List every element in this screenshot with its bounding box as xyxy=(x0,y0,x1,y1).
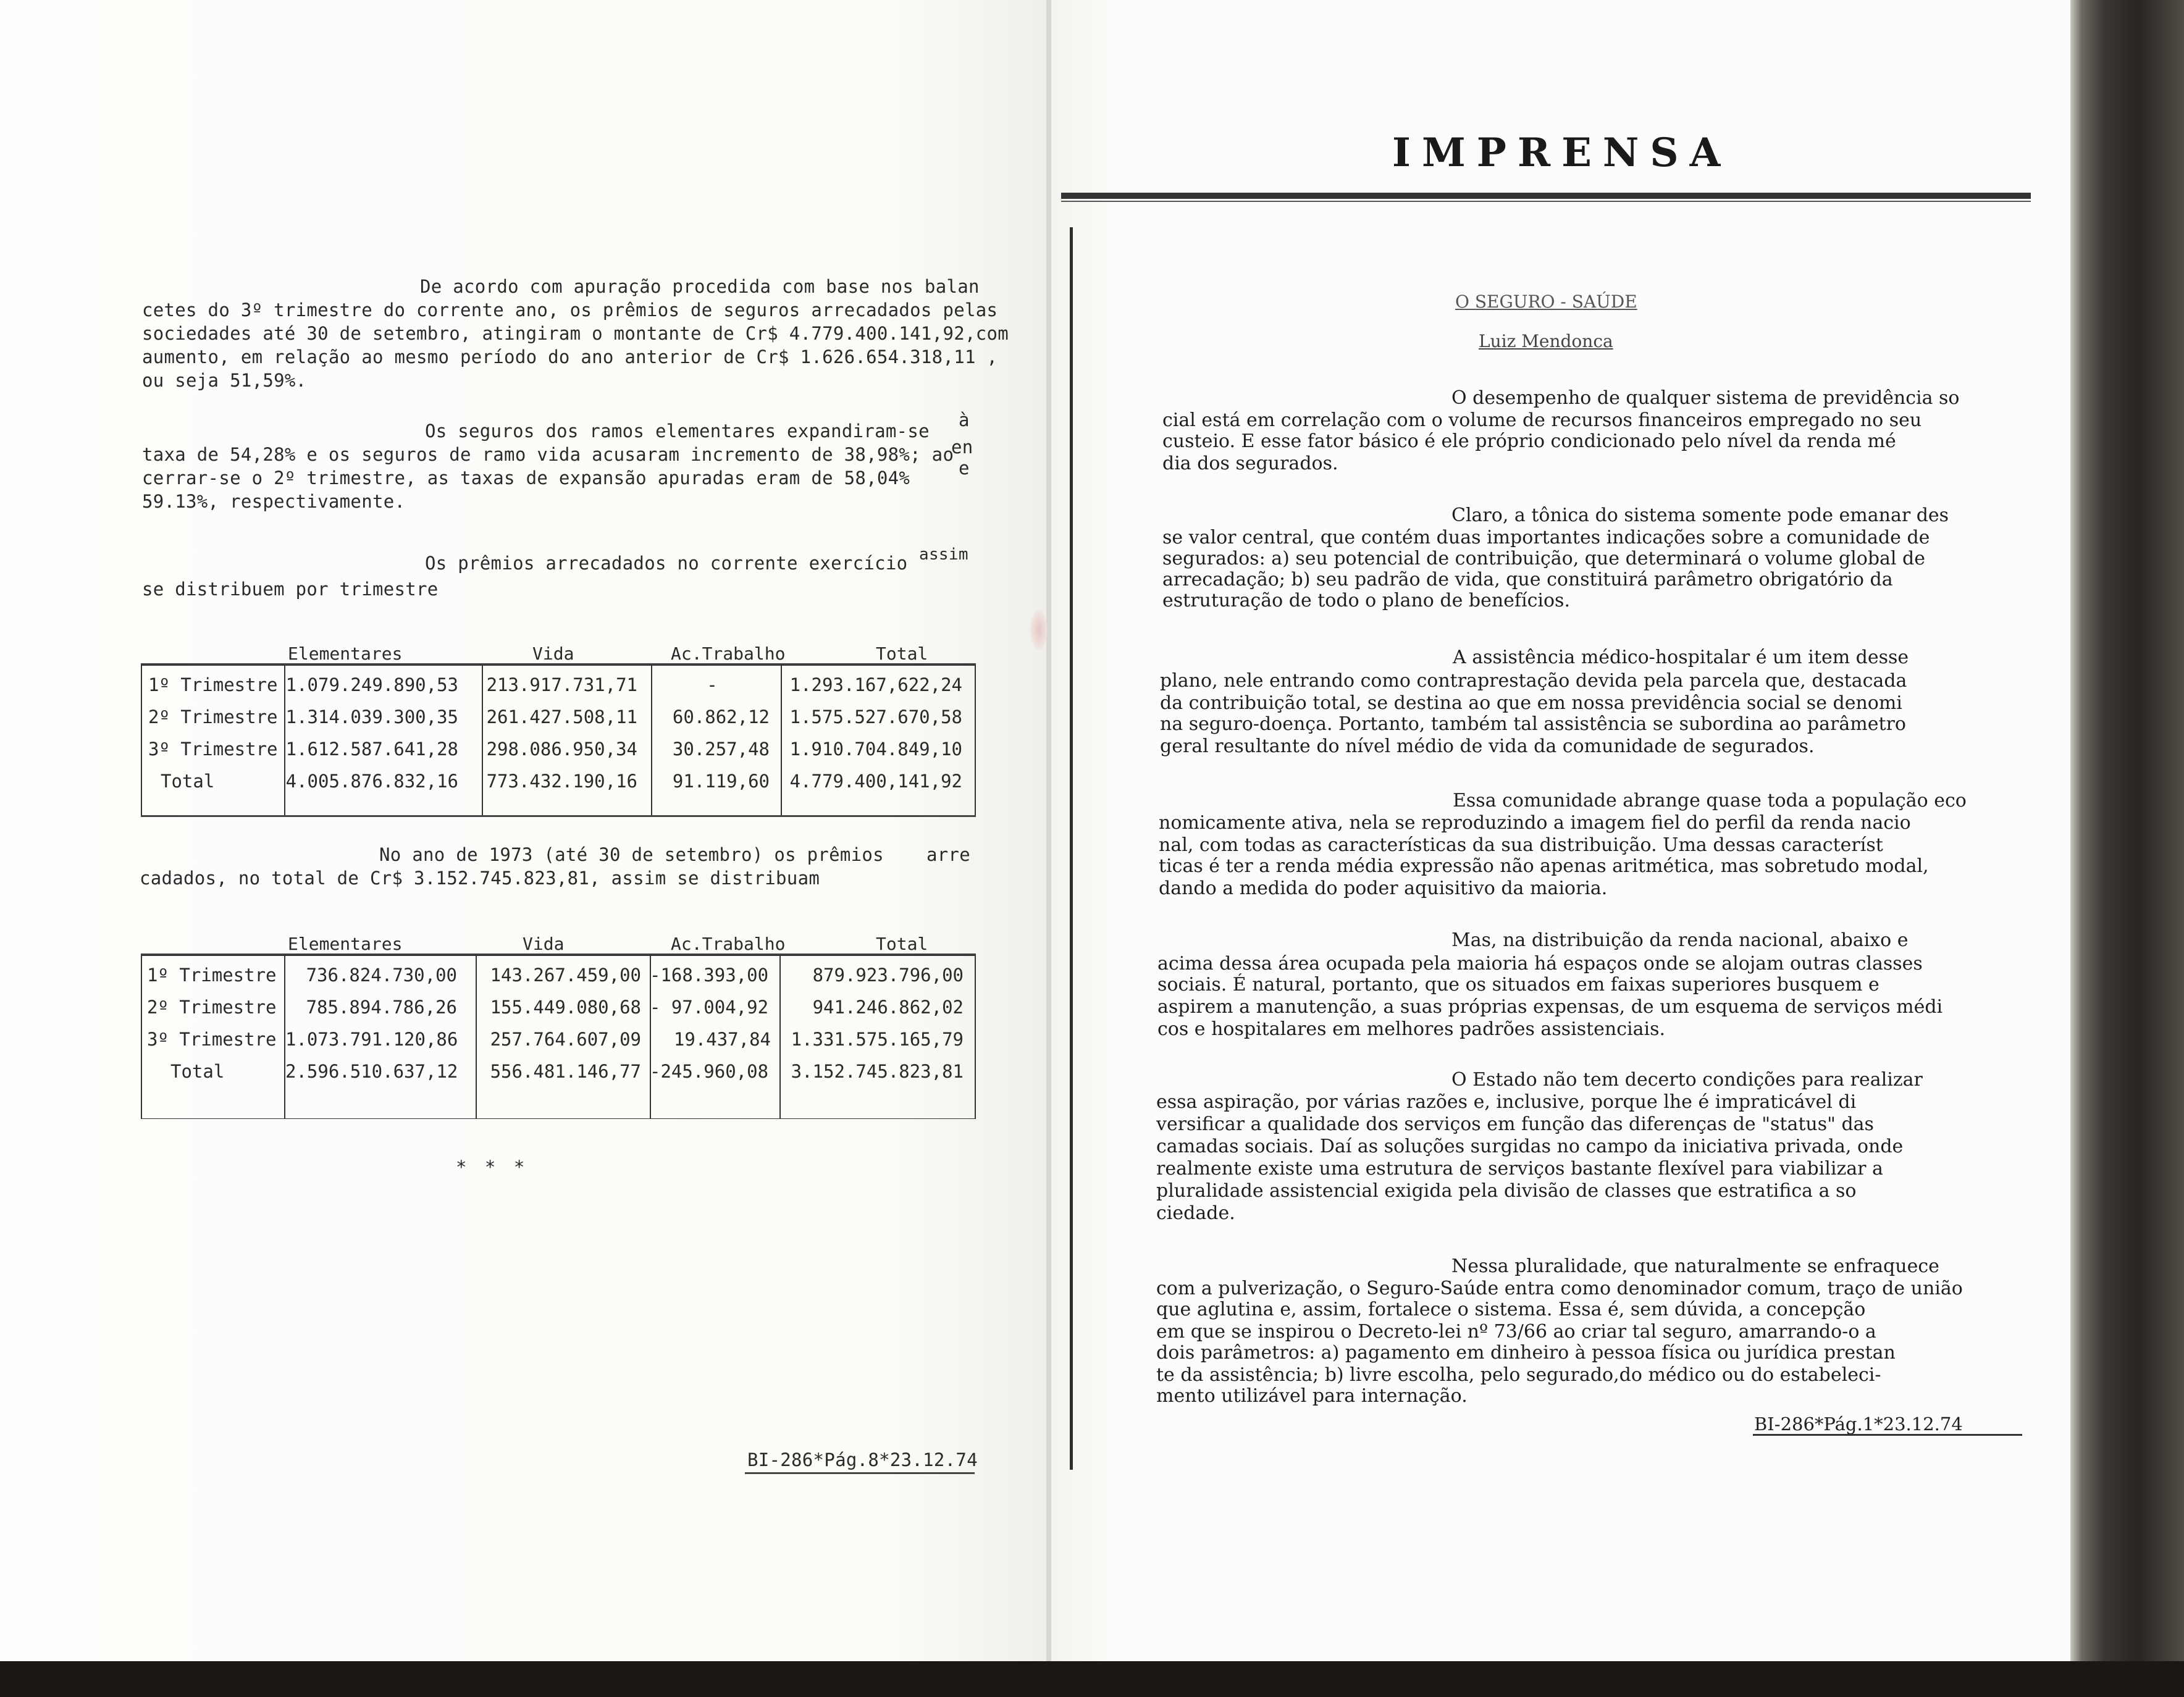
text-line: ou seja 51,59%. xyxy=(142,370,307,391)
table-header: Total xyxy=(876,934,928,954)
table-bottom-rule xyxy=(141,815,976,817)
text-line: plano, nele entrando como contraprestação devida pela parcela que, destacada xyxy=(1160,670,1907,692)
article-title: O SEGURO - SAÚDE xyxy=(1455,291,1637,312)
text-line: cetes do 3º trimestre do corrente ano, os prêmios de seguros arrecadados pelas xyxy=(142,300,998,321)
margin-note: assim xyxy=(919,545,968,564)
text-line: aumento, em relação ao mesmo período do ano anterior de Cr$ 1.626.654.318,11 , xyxy=(142,346,998,367)
text-line: pluralidade assistencial exigida pela divisão de classes que estratifica a so xyxy=(1156,1180,1857,1202)
text-line: da contribuição total, se destina ao que em nossa previdência social se denomi xyxy=(1160,692,1902,714)
text-line: realmente existe uma estrutura de serviços bastante flexível para viabilizar a xyxy=(1156,1158,1883,1180)
table-header: Total xyxy=(876,643,928,664)
text-line: aspirem a manutenção, a suas próprias expensas, de um esquema de serviços médi xyxy=(1157,996,1943,1018)
paper-stain xyxy=(1030,610,1048,650)
page-footer: BI-286*Pág.8*23.12.74 xyxy=(747,1449,978,1470)
text-line: ticas é ter a renda média expressão não apenas aritmética, mas sobretudo modal, xyxy=(1159,855,1929,877)
page-footer: BI-286*Pág.1*23.12.74 xyxy=(1754,1414,1963,1435)
text-line: acima dessa área ocupada pela maioria há espaços onde se alojam outras classes xyxy=(1157,953,1923,974)
text-line: estruturação de todo o plano de benefícios. xyxy=(1162,590,1570,611)
footer-rule xyxy=(745,1472,975,1474)
text-line: cerrar-se o 2º trimestre, as taxas de expansão apuradas eram de 58,04% xyxy=(142,467,910,488)
table-header: Elementares xyxy=(288,934,403,954)
text-line: nal, com todas as características da sua distribuição. Uma dessas característ xyxy=(1159,834,1883,856)
text-line: cos e hospitalares em melhores padrões assistenciais. xyxy=(1157,1018,1666,1040)
text-line: na seguro-doença. Portanto, também tal assistência se subordina ao parâmetro xyxy=(1160,713,1906,735)
text-line: versificar a qualidade dos serviços em função das diferenças de "status" das xyxy=(1156,1113,1874,1135)
text-line: ciedade. xyxy=(1156,1202,1235,1224)
text-line: camadas sociais. Daí as soluções surgidas no campo da iniciativa privada, onde xyxy=(1156,1136,1904,1157)
text-line: A assistência médico-hospitalar é um item desse xyxy=(1453,647,1909,668)
text-line: mento utilizável para internação. xyxy=(1156,1385,1468,1407)
text-line: Os seguros dos ramos elementares expandiram-se xyxy=(425,421,930,442)
margin-note: e xyxy=(959,458,970,479)
section-title: IMPRENSA xyxy=(1392,130,1732,176)
table-header: Vida xyxy=(532,643,574,664)
text-line: Nessa pluralidade, que naturalmente se enfraquece xyxy=(1451,1255,1939,1277)
text-line: Os prêmios arrecadados no corrente exercício xyxy=(425,553,908,574)
text-line: dois parâmetros: a) pagamento em dinheiro à pessoa física ou jurídica prestan xyxy=(1156,1342,1896,1364)
text-line: que aglutina e, assim, fortalece o sistema. Essa é, sem dúvida, a concepção xyxy=(1156,1299,1866,1320)
margin-note: en xyxy=(951,437,973,458)
text-line: 59.13%, respectivamente. xyxy=(142,491,406,512)
text-line: se distribuem por trimestre xyxy=(142,579,439,600)
margin-note: arre xyxy=(926,844,971,865)
text-line: nomicamente ativa, nela se reproduzindo a imagem fiel do perfil da renda nacio xyxy=(1159,812,1911,834)
text-line: cial está em correlação com o volume de recursos financeiros empregado no seu xyxy=(1162,409,1922,431)
text-line: O Estado não tem decerto condições para realizar xyxy=(1451,1069,1923,1091)
text-line: O desempenho de qualquer sistema de previdência so xyxy=(1451,387,1960,409)
table-header: Ac.Trabalho xyxy=(671,643,786,664)
margin-note: à xyxy=(959,409,970,430)
text-line: em que se inspirou o Decreto-lei nº 73/66 ao criar tal seguro, amarrando-o a xyxy=(1156,1321,1876,1343)
margin-rule xyxy=(1070,227,1073,1470)
footer-rule xyxy=(1753,1434,2022,1436)
text-line: se valor central, que contém duas importantes indicações sobre a comunidade de xyxy=(1162,527,1930,548)
table-header: Elementares xyxy=(288,643,403,664)
text-line: dia dos segurados. xyxy=(1162,453,1338,474)
text-line: Mas, na distribuição da renda nacional, abaixo e xyxy=(1451,929,1909,951)
text-line: geral resultante do nível médio de vida da comunidade de segurados. xyxy=(1160,735,1815,757)
table-header: Ac.Trabalho xyxy=(671,934,786,954)
separator: * * * xyxy=(456,1157,529,1178)
text-line: segurados: a) seu potencial de contribuição, que determinará o volume global de xyxy=(1162,548,1925,569)
text-line: sociais. É natural, portanto, que os situados em faixas superiores busquem e xyxy=(1157,974,1880,995)
table-header: Vida xyxy=(523,934,565,954)
text-line: dando a medida do poder aquisitivo da maioria. xyxy=(1159,878,1608,899)
text-line: Essa comunidade abrange quase toda a população eco xyxy=(1453,790,1967,811)
text-line: cadados, no total de Cr$ 3.152.745.823,81, assim se distribuam xyxy=(140,868,820,889)
text-line: te da assistência; b) livre escolha, pelo segurado,do médico ou do estabeleci- xyxy=(1156,1364,1881,1386)
title-rule-thin xyxy=(1061,201,2031,202)
text-line: custeio. E esse fator básico é ele próprio condicionado pelo nível da renda mé xyxy=(1162,430,1896,452)
text-line: com a pulverização, o Seguro-Saúde entra como denominador comum, traço de união xyxy=(1156,1278,1963,1299)
text-line: No ano de 1973 (até 30 de setembro) os prêmios xyxy=(379,844,884,865)
text-line: sociedades até 30 de setembro, atingiram o montante de Cr$ 4.779.400.141,92,com xyxy=(142,323,1009,344)
title-rule xyxy=(1061,193,2031,199)
book-edge xyxy=(2070,0,2184,1697)
text-line: essa aspiração, por várias razões e, inclusive, porque lhe é impraticável di xyxy=(1156,1091,1857,1113)
background-bottom xyxy=(0,1661,2184,1697)
text-line: taxa de 54,28% e os seguros de ramo vida acusaram incremento de 38,98%; ao xyxy=(142,444,954,465)
article-author: Luiz Mendonca xyxy=(1479,331,1613,351)
text-line: arrecadação; b) seu padrão de vida, que constituirá parâmetro obrigatório da xyxy=(1162,569,1893,590)
text-line: De acordo com apuração procedida com base nos balan xyxy=(420,276,980,297)
text-line: Claro, a tônica do sistema somente pode emanar des xyxy=(1451,505,1949,526)
